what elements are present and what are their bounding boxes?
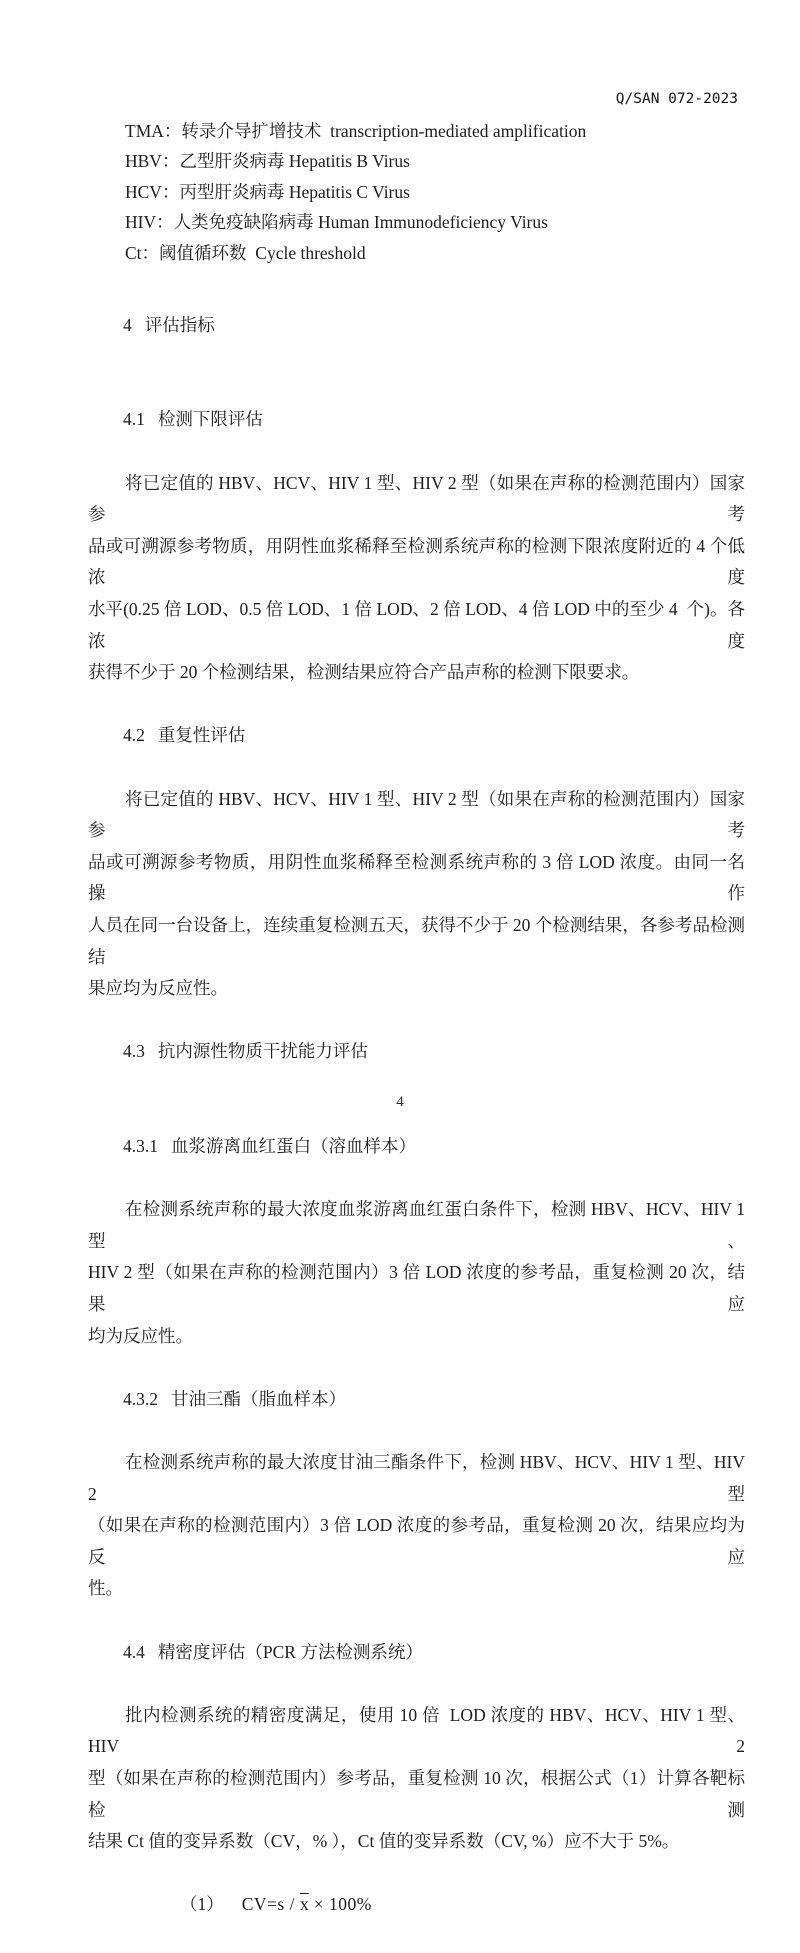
- section-number: 4.1: [123, 409, 145, 430]
- sections: [88, 278, 750, 1952]
- abbr-line-tma: TMA：转录介导扩增技术 transcription-mediated amplification: [125, 121, 587, 141]
- paragraph-line: 获得不少于 20 个检测结果，检测结果应符合产品声称的检测下限要求。: [88, 662, 640, 683]
- section-number: 4.3: [123, 1041, 145, 1062]
- paragraph-line: 将已定值的 HBV、HCV、HIV 1 型、HIV 2 型（如果在声称的检测范围内）国家参考: [88, 788, 745, 841]
- paragraph-line: 均为反应性。: [88, 1325, 193, 1346]
- section-title: 精密度评估（PCR 方法检测系统）: [157, 1641, 423, 1662]
- formula-lhs: CV=s /: [241, 1894, 295, 1915]
- section-heading-4-3-1: [88, 1099, 745, 1194]
- section-heading-4-1: [88, 373, 745, 468]
- formula-xbar: $\overline{x}$: [299, 1894, 309, 1915]
- paragraph-repeatability: [88, 784, 745, 1005]
- section-heading-4-2: [88, 689, 745, 784]
- paragraph-triglyceride: [88, 1447, 750, 1605]
- doc-code: Q/SAN 072-2023: [615, 91, 738, 107]
- paragraph-line: 果应均为反应性。: [88, 978, 228, 999]
- paragraph-line: 品或可溯源参考物质，用阴性血浆稀释至检测系统声称的检测下限浓度附近的 4 个低浓度: [88, 535, 745, 588]
- paragraph-line: 品或可溯源参考物质，用阴性血浆稀释至检测系统声称的 3 倍 LOD 浓度。由同一名操作: [88, 851, 745, 904]
- abbr-line-ct: Ct：阈值循环数 Cycle threshold: [125, 242, 366, 263]
- paragraph-lod-eval: [88, 468, 745, 689]
- page-number: 4: [396, 1094, 404, 1110]
- paragraph-line: 人员在同一台设备上，连续重复检测五天，获得不少于 20 个检测结果，各参考品检测结: [88, 914, 745, 967]
- paragraph-line: 在检测系统声称的最大浓度甘油三酯条件下，检测 HBV、HCV、HIV 1 型、HIV 2 型: [88, 1452, 750, 1504]
- abbr-line-hcv: HCV：丙型肝炎病毒 Hepatitis C Virus: [125, 181, 410, 202]
- section-title: 检测下限评估: [157, 409, 263, 430]
- paragraph-line: 性。: [88, 1578, 123, 1599]
- section-title: 血浆游离血红蛋白（溶血样本）: [171, 1136, 416, 1157]
- section-number: 4.2: [123, 725, 145, 746]
- section-heading-4: [88, 278, 745, 373]
- section-heading-4-4: [88, 1605, 745, 1700]
- paragraph-line: 型（如果在声称的检测范围内）参考品，重复检测 10 次，根据公式（1）计算各靶标检测: [88, 1767, 745, 1820]
- formula-rhs: × 100%: [313, 1894, 372, 1915]
- section-title: 抗内源性物质干扰能力评估: [157, 1041, 368, 1062]
- abbr-line-hiv: HIV：人类免疫缺陷病毒 Human Immunodeficiency Virus: [125, 212, 548, 233]
- section-title: 评估指标: [144, 314, 215, 335]
- paragraph-hemoglobin: [88, 1194, 750, 1352]
- section-number: 4.3.1: [123, 1136, 158, 1157]
- section-heading-4-3-2: [88, 1352, 745, 1447]
- section-number: 4: [123, 314, 132, 335]
- abbr-line-hbv: HBV：乙型肝炎病毒 Hepatitis B Virus: [125, 151, 410, 172]
- paragraph-precision: [88, 1700, 745, 1858]
- paragraph-line: 在检测系统声称的最大浓度血浆游离血红蛋白条件下，检测 HBV、HCV、HIV 1 型、: [88, 1199, 750, 1251]
- paragraph-line: HIV 2 型（如果在声称的检测范围内）3 倍 LOD 浓度的参考品，重复检测 20 次，结果应: [88, 1262, 745, 1315]
- section-heading-4-3: [88, 1005, 745, 1100]
- paragraph-line: （如果在声称的检测范围内）3 倍 LOD 浓度的参考品，重复检测 20 次，结果应均为反应: [88, 1515, 745, 1567]
- formula-cv: [88, 1858, 745, 1953]
- page-content: [88, 116, 750, 1953]
- section-number: 4.4: [123, 1641, 145, 1662]
- section-number: 4.3.2: [123, 1388, 158, 1409]
- paragraph-line: 结果 Ct 值的变异系数（CV，% ），Ct 值的变异系数（CV, %）应不大于 5%。: [88, 1831, 680, 1852]
- section-title: 重复性评估: [157, 725, 246, 746]
- paragraph-line: 批内检测系统的精密度满足，使用 10 倍 LOD 浓度的 HBV、HCV、HIV 1 型、HIV 2: [88, 1704, 745, 1757]
- section-title: 甘油三酯（脂血样本）: [171, 1388, 346, 1409]
- formula-label: （1）: [180, 1894, 224, 1915]
- paragraph-line: 水平(0.25 倍 LOD、0.5 倍 LOD、1 倍 LOD、2 倍 LOD、4 倍 LOD 中的至少 4 个)。各浓度: [88, 598, 745, 651]
- paragraph-line: 将已定值的 HBV、HCV、HIV 1 型、HIV 2 型（如果在声称的检测范围内）国家参考: [88, 472, 745, 525]
